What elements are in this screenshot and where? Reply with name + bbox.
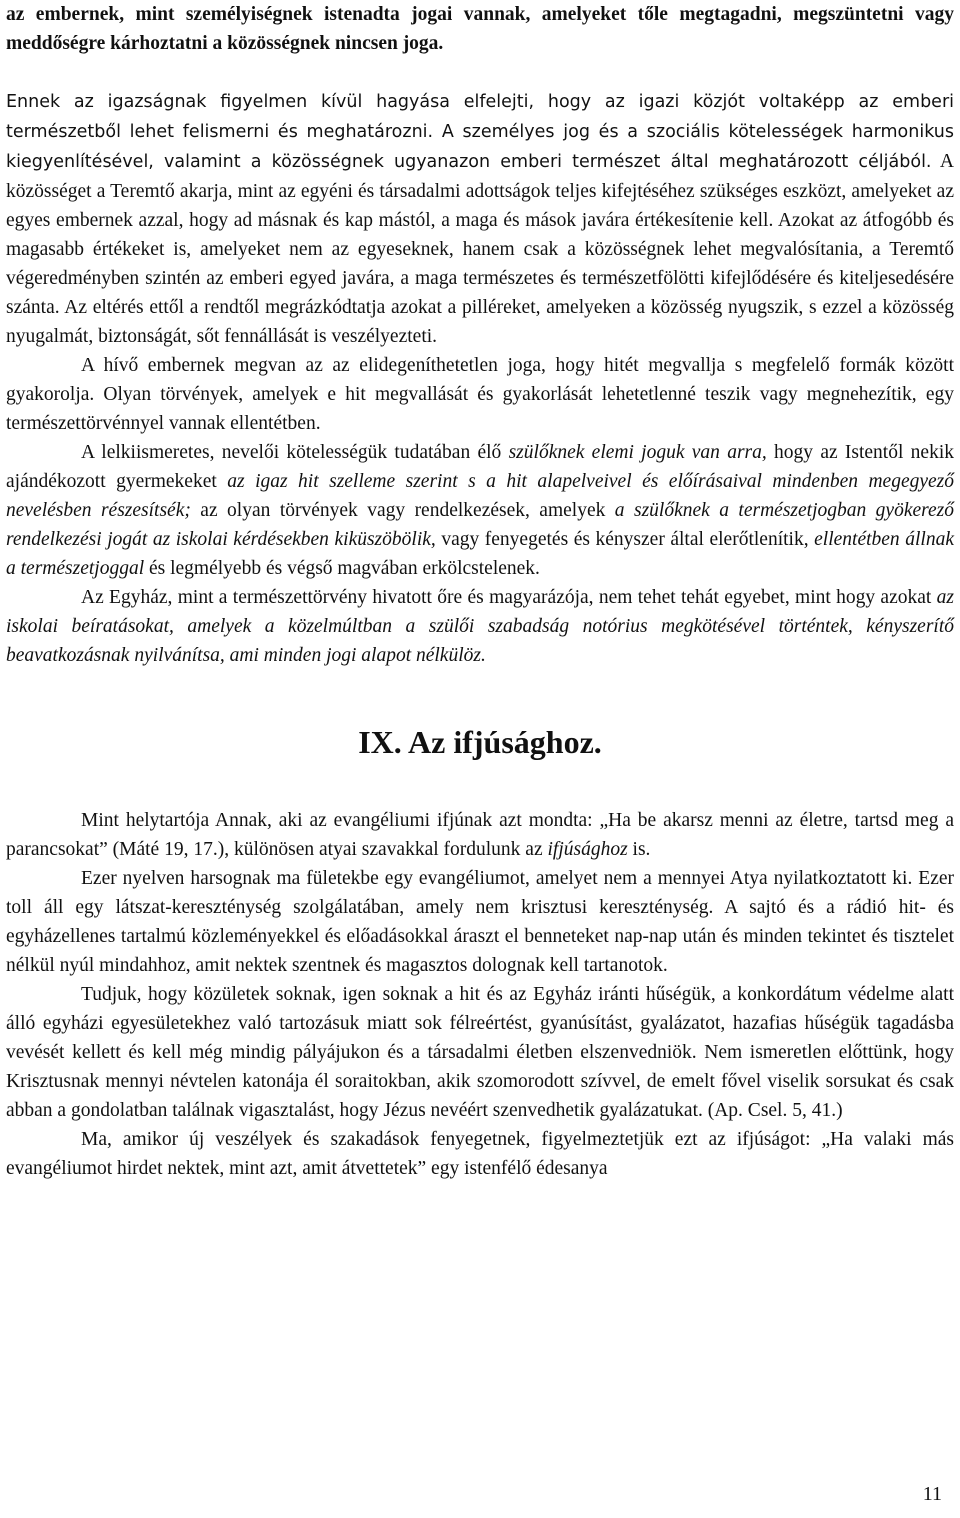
paragraph-common-good — [6, 87, 954, 351]
italic-run: ifjúsághoz — [547, 839, 628, 860]
text-run: Mint helytartója Annak, aki az evangéliumi ifjúnak azt mondta: „Ha be akarsz menni az életre, tartsd meg a parancsokat” (Máté 19, 17.), különösen atyai szavakkal fordulunk az — [6, 810, 954, 860]
italic-run: a szülőknek a természetjogban gyökerező rendelkezési jogát az iskolai kérdésekben kiküszöbölik, — [6, 500, 954, 550]
paragraph-believer-rights: A hívő embernek megvan az az elidegeníthetetlen joga, hogy hitét megvallja s megfelelő formák között gyakorolja. Olyan törvények, amelyek e hit megvallását és gyakorlását lehetetlenné teszik vagy megnehezítik, egy természettörvénnyel vannak ellentétben. — [6, 355, 954, 434]
paragraph-common-good-sans-part: Ennek az igazságnak figyelmen kívül hagyása elfelejti, hogy az igazi közjót voltaképp az emberi természetből lehet felismerni és meghatározni. A személyes jog és a szociális kötelességek harmonikus kiegyenlítésével, valamint a közösségnek ugyanazon emberi természet által meghatározott céljából. — [6, 92, 954, 172]
italic-run: az igaz hit szelleme szerint s a hit alapelveivel és előírásaival mindenben megegyező nevelésben részesítsék; — [6, 471, 954, 521]
text-run: hogy az Istentől nekik ajándékozott gyermekeket — [6, 442, 954, 492]
page-number: 11 — [922, 1483, 942, 1505]
paragraph-false-gospel: Ezer nyelven harsognak ma fületekbe egy evangéliumot, amelyet nem a mennyei Atya nyilatkoztatott ki. Ezer toll áll egy látszat-kereszténység szolgálatában, amely nem krisztusi kereszténység. A sajtó és a rádió hit- és egyházellenes tartalmú közleményekkel és előadásokkal áraszt el benneteket nap-nap után és minden tekintet és tisztelet nélkül nyúl mindahhoz, amit nektek szentnek és magasztos dolognak kell tartanotok. — [6, 868, 954, 976]
paragraph-rights-bold: az embernek, mint személyiségnek istenadta jogai vannak, amelyeket tőle megtagadni, megszüntetni vagy meddőségre kárhoztatni a közösségnek nincsen joga. — [6, 4, 954, 54]
paragraph-parents-rights — [6, 438, 954, 583]
italic-run: ellentétben állnak a természetjoggal — [6, 529, 954, 579]
text-run: Az Egyház, mint a természettörvény hivatott őre és magyarázója, nem tehet tehát egyebet, mint hogy azokat — [81, 587, 937, 608]
document-page — [6, 0, 954, 1183]
text-run: is. — [627, 839, 651, 860]
paragraph-church — [6, 583, 954, 670]
text-run: és legmélyebb és végső magvában erkölcstelenek. — [144, 558, 540, 579]
text-run: vagy fenyegetés és kényszer által elerőtlenítik, — [435, 529, 815, 550]
text-run: A lelkiismeretes, nevelői kötelességük tudatában élő — [81, 442, 509, 463]
italic-run: az iskolai beíratásokat, amelyek a közelmúltban a szülői szabadság notórius megkötésével történtek, kényszerítő beavatkozásnak nyilvánítsa, ami minden jogi alapot nélkülöz. — [6, 587, 954, 666]
paragraph-new-dangers: Ma, amikor új veszélyek és szakadások fenyegetnek, figyelmeztetjük ezt az ifjúságot: „Ha valaki más evangéliumot hirdet nektek, mint azt, amit átvettetek” egy istenfélő édesanya — [6, 1129, 954, 1179]
paragraph-common-good-serif-part: A közösséget a Teremtő akarja, mint az egyéni és társadalmi adottságok teljes kifejtéséhez szükséges eszközt, amelyeket az egyes embernek azzal, hogy ad másnak és kap mástól, a maga és mások javára értékesítenie kell. Azokat az átfogóbb és magasabb értékeket is, amelyeket nem az egyeseknek, hanem csak a közösségnek lehet megvalósítania, a Teremtő végeredményben szintén az emberi egyed javára, a maga természetes és természetfölötti kifejlődésére és kiteljesedésére szánta. Az eltérés ettől a rendtől megrázkódtatja azokat a pilléreket, amelyeken a közösség nyugszik, s ezzel a közösség nyugalmát, biztonságát, sőt fennállását is veszélyezteti. — [6, 151, 954, 347]
paragraph-youth-address — [6, 806, 954, 864]
section-heading: IX. Az ifjúsághoz. — [358, 724, 602, 760]
text-run: az olyan törvények vagy rendelkezések, amelyek — [190, 500, 615, 521]
paragraph-faithfulness: Tudjuk, hogy közületek soknak, igen soknak a hit és az Egyház iránti hűségük, a konkordátum védelme alatt álló egyházi egyesületekhez való tartozásuk miatt sok félreértést, gyanúsítást, gyalázatot, hazafias hűségük tagadásba vevését kellett és kell még mindig pályájukon és a társadalmi életben elszenvedniök. Nem ismeretlen előttünk, hogy Krisztusnak mennyi névtelen katonája él soraitokban, akik szomorodott szívvel, de emelt fővel viselik sorsukat és csak abban a gondolatban találnak vigasztalást, hogy Jézus nevéért szenvedhetik gyalázatukat. (Ap. Csel. 5, 41.) — [6, 984, 954, 1121]
italic-run: szülőknek elemi joguk van arra, — [508, 442, 767, 463]
